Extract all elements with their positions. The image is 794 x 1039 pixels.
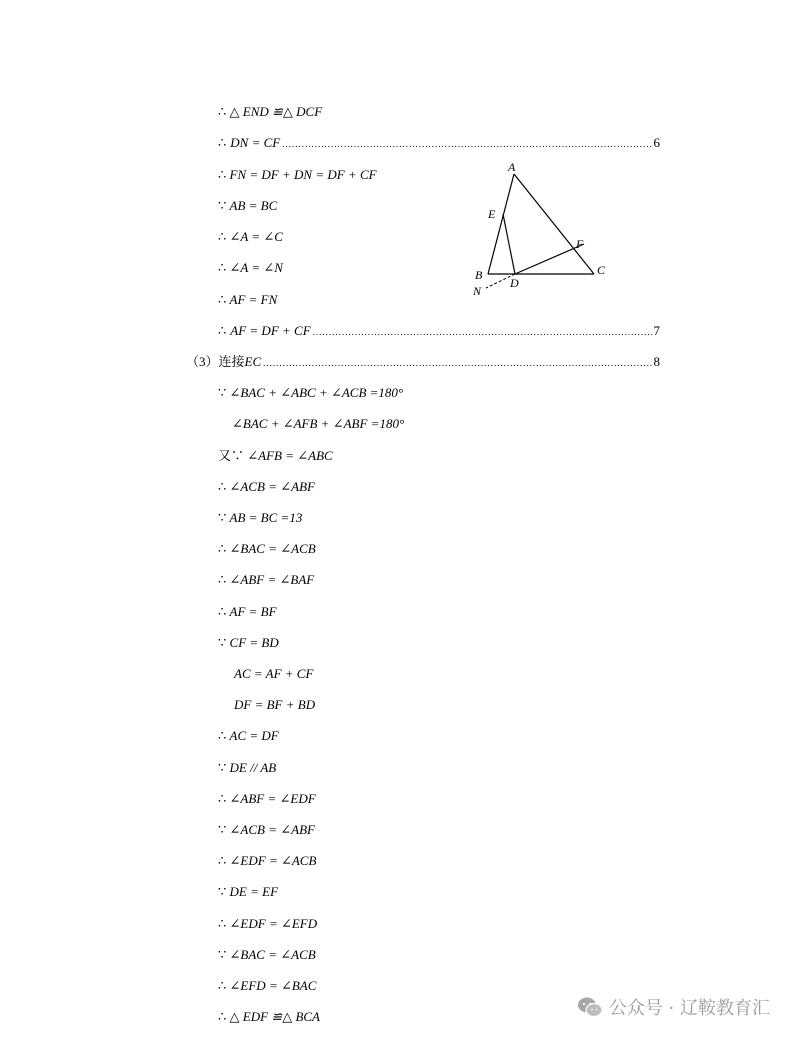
proof-prefix: ∴ — [218, 167, 227, 182]
proof-line — [218, 198, 277, 214]
segment-ed — [503, 214, 515, 274]
proof-line — [218, 728, 279, 744]
proof-prefix: ∴ — [218, 1009, 227, 1024]
segment-df — [515, 244, 584, 274]
proof-prefix: ∵ — [218, 510, 227, 525]
triangle-figure — [468, 158, 618, 304]
proof-line — [218, 884, 278, 900]
proof-line — [218, 385, 403, 401]
proof-expression: ∠EFD = ∠BAC — [229, 978, 317, 993]
triangle-diagram — [468, 158, 618, 304]
label-e: E — [488, 207, 496, 221]
proof-expression: ∠A = ∠N — [229, 260, 283, 275]
watermark-text: 公众号 · 辽鞍教育汇 — [608, 998, 770, 1019]
proof-expression: DF = BF + BD — [234, 697, 316, 712]
proof-prefix: ∴ — [218, 292, 227, 307]
proof-line — [218, 104, 322, 120]
label-f: F — [576, 237, 584, 251]
proof-prefix: ∴ — [218, 323, 227, 338]
proof-prefix: ∴ — [218, 479, 227, 494]
score-mark: 7 — [653, 323, 660, 338]
proof-expression: △ END ≌△ DCF — [229, 104, 323, 119]
score-mark: 6 — [653, 135, 660, 150]
proof-line — [218, 229, 283, 245]
proof-expression: ∠BAC + ∠AFB + ∠ABF =180° — [232, 416, 405, 431]
proof-expression: DE // AB — [229, 760, 277, 775]
proof-expression: AB = BC — [229, 198, 278, 213]
proof-prefix: ∴ — [218, 135, 227, 150]
proof-prefix: ∵ — [218, 198, 227, 213]
leader-dots — [263, 355, 651, 371]
label-n: N — [473, 284, 482, 298]
label-d: D — [510, 276, 519, 290]
proof-expression: DN = CF — [230, 135, 281, 150]
proof-line — [218, 448, 333, 464]
proof-expression: ∠ACB = ∠ABF — [229, 479, 315, 494]
proof-expression: ∠ABF = ∠BAF — [229, 572, 315, 587]
proof-prefix: ∵ — [218, 385, 227, 400]
segment-ab — [488, 174, 514, 274]
proof-expression: ∠BAC + ∠ABC + ∠ACB =180° — [229, 385, 404, 400]
proof-prefix: ∵ — [218, 884, 227, 899]
proof-expression: AF = DF + CF — [230, 323, 311, 338]
leader-dots — [282, 136, 651, 152]
proof-line — [218, 947, 316, 963]
proof-expression: AF = BF — [229, 604, 277, 619]
proof-expression: AF = FN — [229, 292, 278, 307]
proof-line — [218, 292, 277, 308]
proof-expression: ∠EDF = ∠EFD — [229, 916, 318, 931]
proof-prefix: ∴ — [218, 229, 227, 244]
proof-expression: AB = BC =13 — [229, 510, 303, 525]
wechat-icon — [577, 996, 603, 1018]
proof-prefix: ∴ — [218, 728, 227, 743]
proof-line — [218, 541, 316, 557]
leader-dots — [313, 324, 652, 340]
proof-line — [218, 978, 316, 994]
proof-line — [218, 510, 302, 526]
proof-line-scored — [218, 135, 660, 152]
proof-expression: AC = DF — [229, 728, 279, 743]
proof-expression: AC = AF + CF — [234, 666, 314, 681]
proof-expression: EC — [244, 354, 262, 369]
proof-line — [218, 604, 277, 620]
proof-expression: △ EDF ≌△ BCA — [229, 1009, 320, 1024]
proof-line — [218, 572, 314, 588]
proof-expression: ∠EDF = ∠ACB — [229, 853, 317, 868]
proof-line — [218, 853, 316, 869]
proof-expression: DE = EF — [229, 884, 279, 899]
proof-prefix: ∴ — [218, 978, 227, 993]
proof-line — [218, 1009, 320, 1025]
proof-prefix: ∴ — [218, 260, 227, 275]
proof-prefix: ∴ — [218, 572, 227, 587]
proof-expression: ∠BAC = ∠ACB — [229, 541, 316, 556]
segment-ac — [514, 174, 594, 274]
proof-prefix: ∴ — [218, 541, 227, 556]
proof-line — [232, 416, 404, 432]
proof-prefix: ∴ — [218, 791, 227, 806]
proof-line — [218, 167, 377, 183]
proof-expression: FN = DF + DN = DF + CF — [229, 167, 377, 182]
label-a: A — [508, 160, 516, 174]
proof-prefix: ∵ — [218, 822, 227, 837]
proof-prefix: ∴ — [218, 916, 227, 931]
proof-line — [234, 666, 313, 682]
proof-line — [218, 260, 283, 276]
proof-expression: ∠AFB = ∠ABC — [247, 448, 333, 463]
proof-expression: ∠ACB = ∠ABF — [229, 822, 315, 837]
label-c: C — [597, 263, 606, 277]
label-b: B — [475, 268, 483, 282]
proof-prefix: 又∵ — [218, 448, 245, 463]
proof-line — [218, 760, 276, 776]
proof-line — [218, 916, 317, 932]
proof-line — [218, 635, 279, 651]
watermark — [577, 992, 770, 1022]
proof-prefix: ∵ — [218, 760, 227, 775]
proof-prefix: ∴ — [218, 604, 227, 619]
proof-line-scored — [186, 354, 660, 371]
proof-prefix: ∴ — [218, 853, 227, 868]
proof-expression: ∠A = ∠C — [229, 229, 283, 244]
proof-line — [234, 697, 315, 713]
proof-prefix: ∵ — [218, 635, 227, 650]
proof-line-scored — [218, 323, 660, 340]
score-mark: 8 — [653, 354, 660, 369]
proof-line — [218, 822, 315, 838]
proof-expression: ∠BAC = ∠ACB — [229, 947, 316, 962]
proof-prefix: ∴ — [218, 104, 227, 119]
proof-expression: CF = BD — [229, 635, 279, 650]
proof-line — [218, 479, 315, 495]
proof-prefix: ∵ — [218, 947, 227, 962]
proof-prefix: （3）连接 — [186, 354, 245, 369]
proof-expression: ∠ABF = ∠EDF — [229, 791, 316, 806]
proof-line — [218, 791, 316, 807]
